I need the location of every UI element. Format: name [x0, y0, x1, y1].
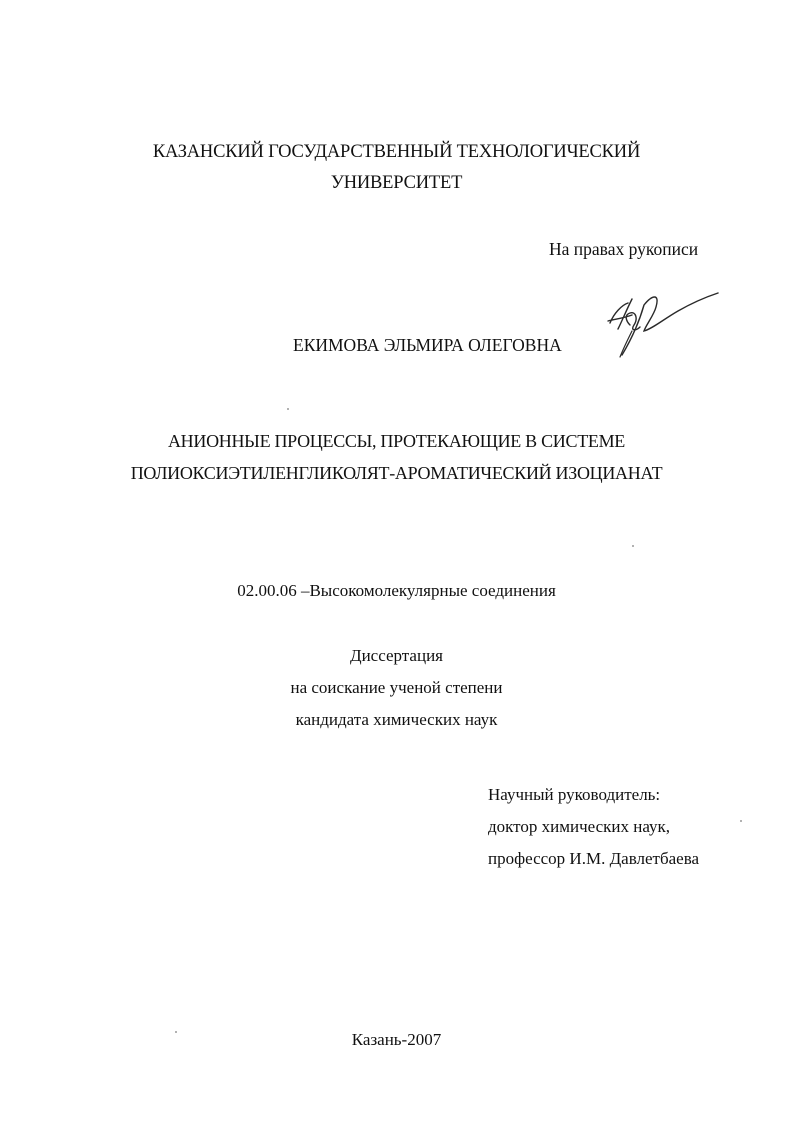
- scan-speck: [287, 408, 289, 410]
- supervisor-heading: Научный руководитель:: [488, 785, 661, 804]
- degree-line3: кандидата химических наук: [295, 710, 498, 729]
- thesis-title-line2: ПОЛИОКСИЭТИЛЕНГЛИКОЛЯТ-АРОМАТИЧЕСКИЙ ИЗОЦИАНАТ: [130, 463, 663, 483]
- university-name-line2: УНИВЕРСИТЕТ: [330, 173, 463, 193]
- author-name: ЕКИМОВА ЭЛЬМИРА ОЛЕГОВНА: [293, 335, 562, 355]
- scan-speck: [632, 545, 634, 547]
- degree-line1: Диссертация: [349, 646, 443, 665]
- scan-speck: [740, 820, 742, 822]
- university-name-line1: КАЗАНСКИЙ ГОСУДАРСТВЕННЫЙ ТЕХНОЛОГИЧЕСКИЙ: [152, 142, 641, 162]
- city-year: Казань-2007: [351, 1030, 442, 1049]
- supervisor-name: профессор И.М. Давлетбаева: [488, 849, 700, 868]
- specialty-code: 02.00.06 –Высокомолекулярные соединения: [237, 581, 556, 600]
- rights-note: На правах рукописи: [549, 239, 699, 259]
- scan-speck: [175, 1031, 177, 1033]
- supervisor-degree: доктор химических наук,: [488, 817, 671, 836]
- degree-line2: на соискание ученой степени: [290, 678, 503, 697]
- handwritten-signature: [600, 285, 730, 365]
- thesis-title-line1: АНИОННЫЕ ПРОЦЕССЫ, ПРОТЕКАЮЩИЕ В СИСТЕМЕ: [167, 431, 625, 451]
